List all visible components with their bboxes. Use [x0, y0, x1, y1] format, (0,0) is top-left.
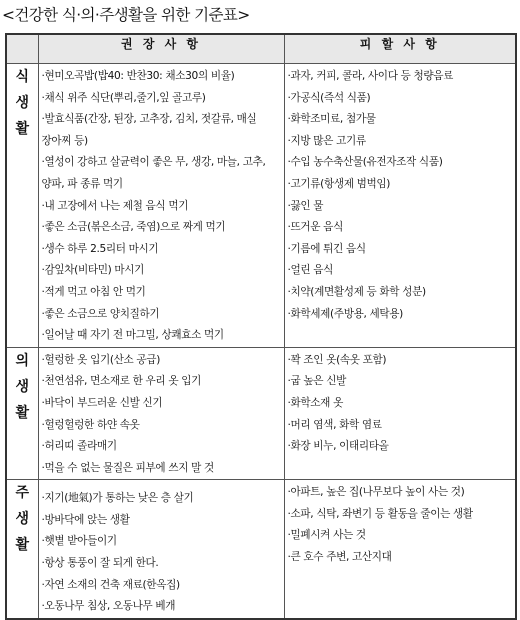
list-item: ·현미오곡밥(밥40: 반찬30: 채소30의 비율) — [41, 70, 235, 82]
list-item: ·헐렁한 옷 입기(산소 공급) — [41, 353, 160, 366]
list-item: ·아파트, 높은 집(나무보다 높이 사는 것) — [287, 486, 465, 499]
list-item: ·좋은 소금으로 양치질하기 — [41, 307, 160, 320]
list-item: ·발효식품(간장, 된장, 고추장, 김치, 젓갈류, 매실 장아찌 등) — [41, 113, 257, 147]
list-item: ·끓인 물 — [287, 199, 324, 212]
recommended-list-clothing — [39, 348, 284, 480]
standards-table — [5, 33, 517, 620]
section-row-clothing — [6, 347, 516, 480]
page-title: <건강한 식·의·주생활을 위한 기준표> — [2, 6, 250, 24]
list-item: ·지방 많은 고기류 — [287, 134, 366, 147]
recommended-list-housing — [39, 480, 284, 618]
list-item: ·굽 높은 신발 — [287, 375, 346, 388]
list-item: ·바닥이 부드러운 신발 신기 — [41, 396, 163, 409]
recommended-cell-food — [38, 64, 284, 348]
corner-cell — [6, 34, 38, 64]
list-item: ·자연 소재의 건축 재료(한옥집) — [41, 578, 180, 591]
list-item: ·화장 비누, 이태리타올 — [287, 440, 389, 453]
list-item: ·머리 염색, 화학 염료 — [287, 418, 382, 431]
avoid-cell-food — [284, 64, 516, 348]
list-item: ·큰 호수 주변, 고산지대 — [287, 551, 392, 564]
avoid-cell-clothing — [284, 347, 516, 480]
list-item: ·치약(계면활성제 등 화학 성분) — [287, 285, 426, 298]
list-item: ·헐렁헐렁한 하얀 속옷 — [41, 418, 140, 431]
list-item: ·화학소재 옷 — [287, 396, 343, 409]
section-label-housing: 주 생 활 — [6, 480, 38, 619]
list-item: ·먹을 수 없는 물질은 피부에 쓰지 말 것 — [41, 461, 214, 474]
list-item: ·생수 하루 2.5리터 마시기 — [41, 242, 159, 255]
list-item: ·감잎차(비타민) 마시기 — [41, 264, 145, 277]
list-item: ·항상 통풍이 잘 되게 한다. — [41, 557, 159, 570]
list-item: ·화학세제(주방용, 세탁용) — [287, 307, 403, 320]
list-item: ·가공식(즉석 식품) — [287, 91, 371, 104]
list-item: ·허리띠 졸라매기 — [41, 440, 117, 453]
section-label-clothing: 의 생 활 — [6, 347, 38, 480]
header-recommended: 권 장 사 항 — [38, 34, 284, 64]
avoid-cell-housing — [284, 480, 516, 619]
header-avoid: 피 할 사 항 — [284, 34, 516, 64]
list-item: ·일어날 때 자기 전 마그밀, 상쾌효소 먹기 — [41, 329, 224, 342]
list-item: ·지기(地氣)가 통하는 낮은 층 살기 — [41, 492, 194, 505]
list-item: ·밀폐시켜 사는 것 — [287, 529, 366, 542]
list-item: ·오동나무 침상, 오동나무 베개 — [41, 600, 176, 613]
list-item: ·고기류(항생제 범벅임) — [287, 177, 391, 190]
list-item: ·천연섬유, 면소재로 한 우리 옷 입기 — [41, 375, 201, 388]
list-item: ·햇볕 받아들이기 — [41, 535, 117, 548]
avoid-list-clothing — [285, 348, 516, 458]
section-row-food — [6, 64, 516, 348]
recommended-cell-housing — [38, 480, 284, 619]
list-item: ·얼린 음식 — [287, 264, 334, 277]
list-item: ·수입 농수축산물(유전자조작 식품) — [287, 156, 443, 169]
list-item: ·뜨거운 음식 — [287, 221, 343, 234]
list-item: ·화학조미료, 첨가물 — [287, 113, 376, 126]
list-item: ·채식 위주 식단(뿌리,줄기,잎 골고루) — [41, 91, 206, 104]
list-item: ·좋은 소금(볶은소금, 죽염)으로 짜게 먹기 — [41, 221, 226, 234]
recommended-list-food — [39, 64, 284, 347]
list-item: ·소파, 식탁, 좌변기 등 활동을 줄이는 생활 — [287, 507, 473, 520]
header-row — [6, 34, 516, 64]
list-item: ·적게 먹고 아침 안 먹기 — [41, 285, 146, 298]
list-item: ·열성이 강하고 살균력이 좋은 무, 생강, 마늘, 고추, 양파, 파 종류 먹기 — [41, 156, 266, 190]
recommended-cell-clothing — [38, 347, 284, 480]
list-item: ·기름에 튀긴 음식 — [287, 242, 366, 255]
list-item: ·꽉 조인 옷(속옷 포함) — [287, 353, 387, 366]
avoid-list-food — [285, 64, 516, 325]
list-item: ·과자, 커피, 콜라, 사이다 등 청량음료 — [287, 70, 454, 82]
section-label-food: 식 생 활 — [6, 64, 38, 348]
section-row-housing — [6, 480, 516, 619]
avoid-list-housing — [285, 480, 516, 568]
list-item: ·내 고장에서 나는 제철 음식 먹기 — [41, 199, 189, 212]
list-item: ·방바닥에 앉는 생활 — [41, 513, 130, 526]
